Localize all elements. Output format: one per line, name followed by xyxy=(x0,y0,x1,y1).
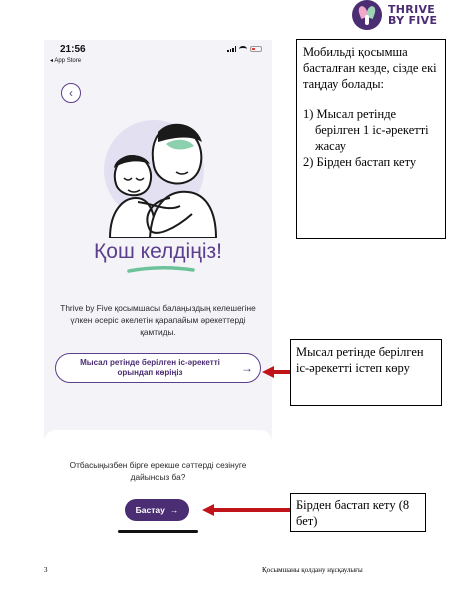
status-icons xyxy=(227,46,262,52)
back-button[interactable] xyxy=(61,83,81,103)
start-button[interactable] xyxy=(125,499,189,521)
callout-option-2: 2) Бірден бастап кету xyxy=(303,155,417,169)
wifi-icon xyxy=(239,46,247,52)
chevron-left-icon: ‹ xyxy=(69,86,73,100)
phone-screen xyxy=(44,40,272,538)
callout-arrow-start-icon xyxy=(202,506,290,514)
battery-icon xyxy=(250,46,262,52)
ready-prompt-text: Отбасыңызбен бірге ерекше сәттерді сезінуге дайынсыз ба? xyxy=(69,460,247,482)
title-underline xyxy=(126,264,196,274)
page-number: 3 xyxy=(44,566,48,574)
callout-arrow-example-icon xyxy=(262,368,290,376)
bottom-sheet xyxy=(44,430,272,538)
status-bar xyxy=(44,40,272,66)
home-indicator xyxy=(118,530,198,533)
welcome-title: Қош келдіңіз! xyxy=(94,240,222,263)
arrow-right-icon: → xyxy=(241,361,253,375)
intro-text: Thrive by Five қосымшасы балаңыздың келешегіне үлкен әсеріс әкелетін қарапайым әрекеттерді қамтиды. xyxy=(60,303,256,337)
logo-mark-icon xyxy=(352,0,382,30)
callout-options-list xyxy=(303,106,439,170)
back-to-app-store-link[interactable]: ◂ App Store xyxy=(50,58,82,64)
brand-logo xyxy=(352,0,448,30)
start-label: Бастау xyxy=(135,505,165,515)
logo-text: THRIVE BY FIVE xyxy=(388,3,438,27)
signal-icon xyxy=(227,46,236,52)
try-example-button[interactable] xyxy=(55,353,261,383)
callout-example: Мысал ретінде берілген іс-әрекетті істеп көру xyxy=(290,339,442,406)
callout-option-1: 1) Мысал ретінде берілген 1 іс-әрекетті жасау xyxy=(303,107,429,153)
callout-intro xyxy=(296,39,446,239)
parent-child-illustration xyxy=(84,98,234,238)
try-example-label: Мысал ретінде берілген іс-әрекетті орындап көріңіз xyxy=(80,358,220,377)
callout-intro-text: Мобильді қосымша басталған кезде, сізде екі таңдау болады: xyxy=(303,45,437,91)
callout-start: Бірден бастап кету (8 бет) xyxy=(290,493,426,532)
arrow-right-icon: → xyxy=(169,505,179,515)
status-time: 21:56 xyxy=(60,44,86,55)
footer-title: Қосымшаны қолдану нұсқаулығы xyxy=(262,566,363,574)
